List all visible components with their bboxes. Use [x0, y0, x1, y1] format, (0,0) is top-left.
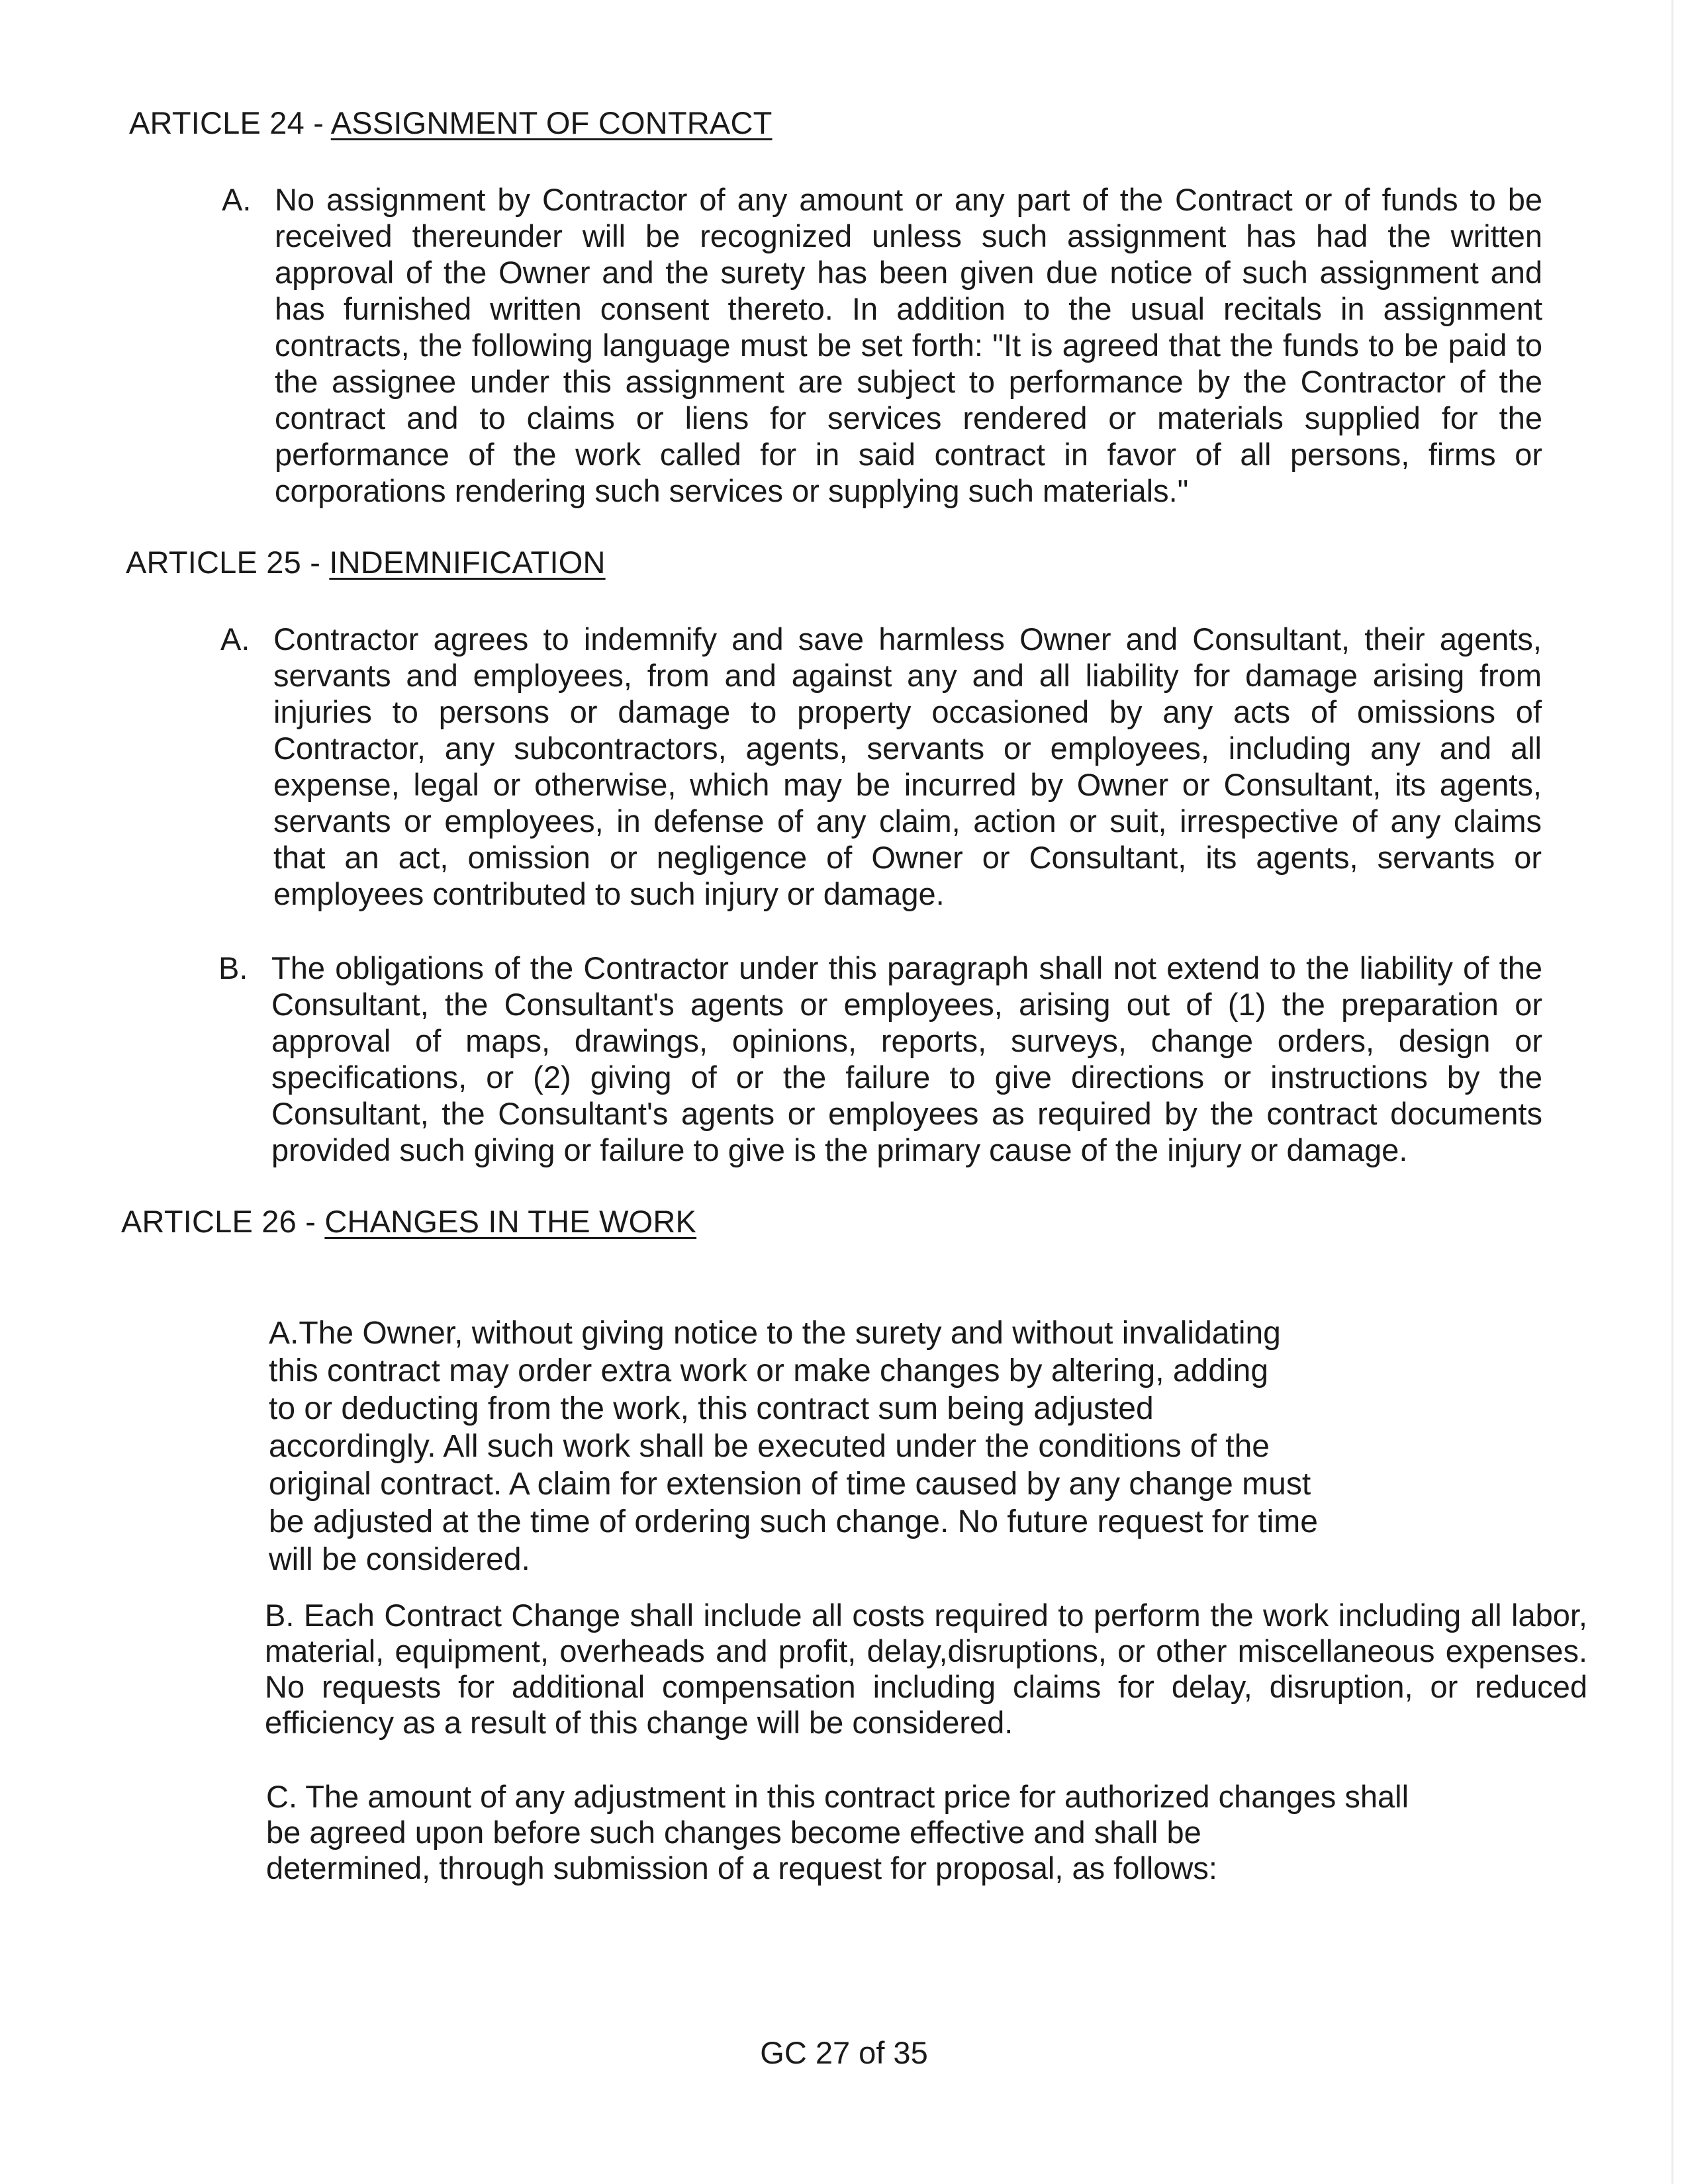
- article-title: INDEMNIFICATION: [329, 545, 606, 580]
- paragraph-line: original contract. A claim for extension of time caused by any change must: [269, 1467, 1311, 1502]
- paragraph-text: Contractor agrees to indemnify and save harmless Owner and Consultant, their agents, servants and employees, from and against any and all liability for damage arising from injuries to persons or damage to property occasioned by any acts of omissions of Contractor, any subcontractors, agents, servants or employees, including any and all expense, legal or otherwise, which may be incurred by Owner or Consultant, its agents, servants or employees, in defense of any claim, action or suit, irrespective of any claims that an act, omission or negligence of Owner or Consultant, its agents, servants or employees contributed to such injury or damage.: [273, 621, 1542, 911]
- paragraph-line: will be considered.: [269, 1542, 530, 1577]
- article-25-paragraph-b: [218, 950, 1542, 1168]
- article-26-paragraph-c: [266, 1779, 1524, 1886]
- paragraph-text: The obligations of the Contractor under this paragraph shall not extend to the liability of the Consultant, the Consultant's agents or employees, arising out of (1) the preparation or approval of maps, drawings, opinions, reports, surveys, change orders, design or specifications, or (2) giving of or the failure to give directions or instructions by the Consultant, the Consultant's agents or employees as required by the contract documents provided such giving or failure to give is the primary cause of the injury or damage.: [271, 950, 1542, 1167]
- article-26-heading: [121, 1206, 696, 1237]
- paragraph-text: No assignment by Contractor of any amount or any part of the Contract or of funds to be received thereunder will be recognized unless such assignment has had the written approval of the Owner and the surety has been given due notice of such assignment and has furnished written consent thereto. In addition to the usual recitals in assignment contracts, the following language must be set forth: "It is agreed that the funds to be paid to the assignee under this assignment are subject to performance by the Contractor of the contract and to claims or liens for services rendered or materials supplied for the performance of the work called for in said contract in favor of all persons, firms or corporations rendering such services or supplying such materials.": [275, 182, 1542, 508]
- paragraph-letter: A.: [220, 621, 250, 657]
- article-26-paragraph-b: [265, 1598, 1587, 1741]
- paragraph-line: accordingly. All such work shall be executed under the conditions of the: [269, 1429, 1270, 1464]
- paragraph-line: A.The Owner, without giving notice to the surety and without invalidating: [269, 1316, 1281, 1351]
- article-title: ASSIGNMENT OF CONTRACT: [330, 105, 773, 140]
- article-24-heading: [129, 107, 773, 138]
- article-number: ARTICLE 25 -: [126, 545, 330, 580]
- article-26-paragraph-a: [269, 1314, 1427, 1578]
- paragraph-text: [269, 1314, 1427, 1578]
- paragraph-line: determined, through submission of a request for proposal, as follows:: [266, 1850, 1217, 1886]
- article-title: CHANGES IN THE WORK: [324, 1204, 697, 1239]
- article-25-paragraph-a: [220, 621, 1542, 912]
- article-number: ARTICLE 24 -: [129, 105, 331, 140]
- paragraph-text: B. Each Contract Change shall include all costs required to perform the work including all labor, material, equipment, overheads and profit, delay,disruptions, or other miscellaneous expenses. No requests for additional compensation including claims for delay, disruption, or reduced efficiency as a result of this change will be considered.: [265, 1598, 1587, 1740]
- article-25-heading: [126, 547, 606, 578]
- paragraph-letter: A.: [222, 182, 252, 217]
- scan-edge: [1671, 0, 1673, 2184]
- paragraph-line: this contract may order extra work or make changes by altering, adding: [269, 1353, 1269, 1388]
- paragraph-line: be agreed upon before such changes become effective and shall be: [266, 1815, 1201, 1850]
- paragraph-line: to or deducting from the work, this contract sum being adjusted: [269, 1391, 1154, 1426]
- paragraph-line: C. The amount of any adjustment in this contract price for authorized changes shall: [266, 1779, 1409, 1814]
- paragraph-line: be adjusted at the time of ordering such change. No future request for time: [269, 1504, 1318, 1539]
- paragraph-text: [266, 1779, 1524, 1886]
- page-number: GC 27 of 35: [760, 2035, 928, 2070]
- paragraph-letter: B.: [218, 950, 248, 985]
- article-24-paragraph-a: [222, 181, 1542, 509]
- article-number: ARTICLE 26 -: [121, 1204, 325, 1239]
